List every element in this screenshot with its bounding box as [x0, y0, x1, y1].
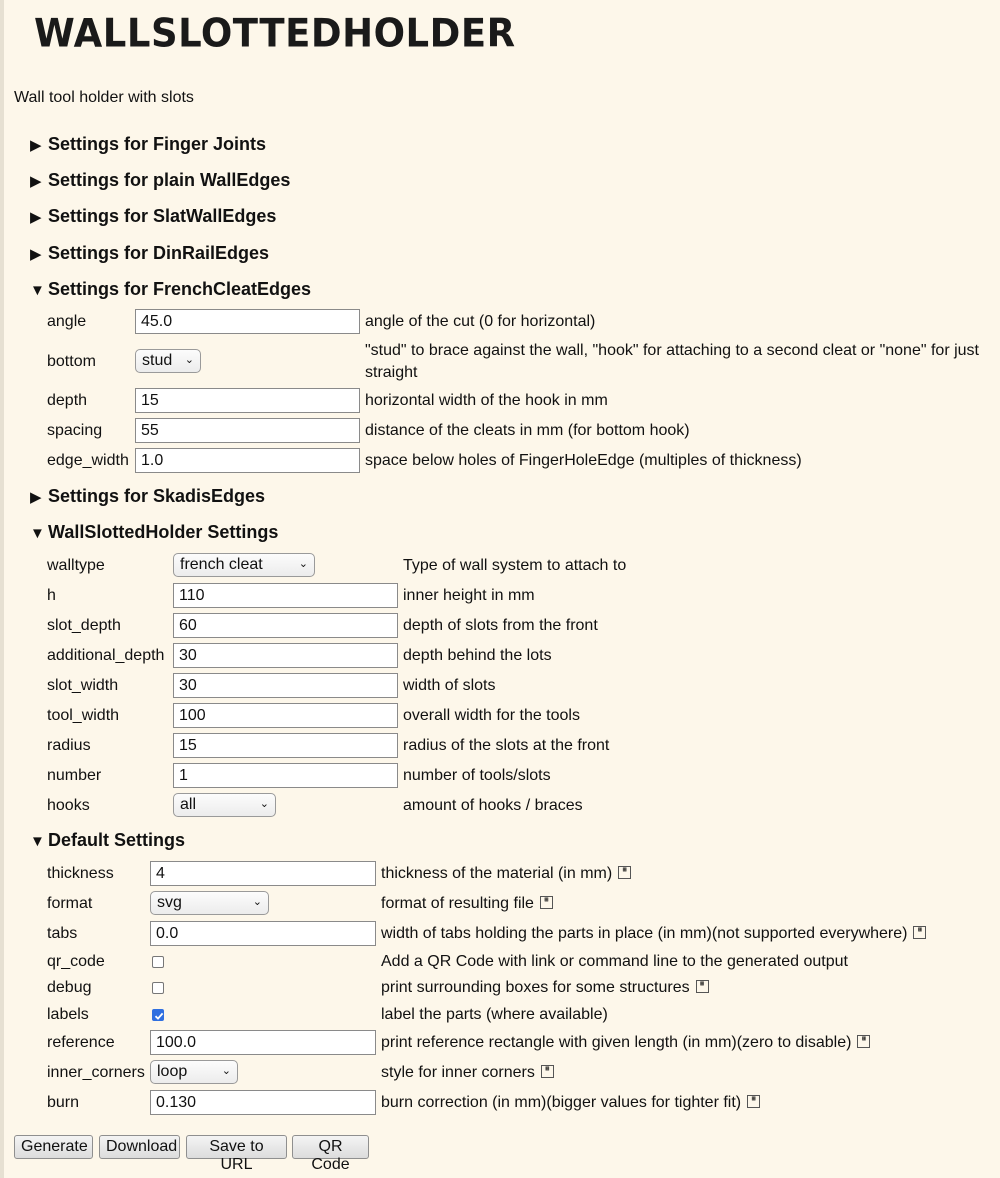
collapsed-arrow-icon: ▶: [30, 489, 42, 506]
reference-input[interactable]: [150, 1030, 376, 1055]
slot-depth-help: depth of slots from the front: [403, 617, 598, 634]
qr-code-label: qr_code: [47, 953, 105, 970]
tool-width-label: tool_width: [47, 707, 120, 724]
section-title: Settings for DinRailEdges: [48, 243, 270, 263]
page-description: Wall tool holder with slots: [14, 89, 194, 106]
tool-width-input[interactable]: [173, 703, 398, 728]
reference-help-text: print reference rectangle with given length (in mm)(zero to disable): [381, 1034, 852, 1051]
qr-code-icon[interactable]: ▦: [540, 896, 553, 909]
expanded-arrow-icon: ▼: [30, 282, 45, 299]
collapsed-arrow-icon: ▶: [30, 173, 42, 190]
qr-code-checkbox[interactable]: [152, 956, 164, 968]
section-wallslotted[interactable]: [30, 522, 278, 543]
burn-label: burn: [47, 1094, 80, 1111]
slot-depth-input[interactable]: [173, 613, 398, 638]
spacing-input[interactable]: [135, 418, 360, 443]
reference-help: [381, 1032, 870, 1054]
debug-help-text: print surrounding boxes for some structures: [381, 979, 690, 996]
section-slatwall[interactable]: [30, 206, 276, 227]
slot-width-help: width of slots: [403, 677, 496, 694]
chevron-down-icon: ⌄: [184, 354, 194, 366]
section-title: WallSlottedHolder Settings: [48, 522, 279, 542]
hooks-label: hooks: [47, 797, 90, 814]
chevron-down-icon: ⌄: [252, 896, 262, 908]
radius-label: radius: [47, 737, 91, 754]
inner-corners-select-value: loop: [157, 1063, 188, 1080]
qr-code-icon[interactable]: ▦: [913, 926, 926, 939]
section-dinrail[interactable]: [30, 243, 269, 264]
labels-help: label the parts (where available): [381, 1006, 608, 1023]
h-label: h: [47, 587, 56, 604]
tabs-label: tabs: [47, 925, 78, 942]
edge-width-label: edge_width: [47, 452, 129, 469]
inner-corners-label: inner_corners: [47, 1064, 145, 1081]
format-select[interactable]: [150, 891, 269, 915]
burn-input[interactable]: [150, 1090, 376, 1115]
download-button[interactable]: Download: [99, 1135, 180, 1159]
section-title: Settings for SkadisEdges: [48, 486, 266, 506]
debug-label: debug: [47, 979, 92, 996]
section-frenchcleat[interactable]: [30, 279, 311, 300]
format-help-text: format of resulting file: [381, 895, 534, 912]
bottom-help: "stud" to brace against the wall, "hook" for attaching to a second cleat or "none" for just straight: [365, 342, 979, 381]
number-label: number: [47, 767, 102, 784]
walltype-label: walltype: [47, 557, 105, 574]
expanded-arrow-icon: ▼: [30, 833, 45, 850]
depth-input[interactable]: [135, 388, 360, 413]
slot-width-input[interactable]: [173, 673, 398, 698]
bottom-select[interactable]: [135, 349, 201, 373]
additional-depth-input[interactable]: [173, 643, 398, 668]
radius-help: radius of the slots at the front: [403, 737, 610, 754]
thickness-input[interactable]: [150, 861, 376, 886]
walltype-select[interactable]: [173, 553, 315, 577]
tool-width-help: overall width for the tools: [403, 707, 580, 724]
edge-width-help: space below holes of FingerHoleEdge (multiples of thickness): [365, 452, 802, 469]
qr-code-icon[interactable]: ▦: [696, 980, 709, 993]
depth-help: horizontal width of the hook in mm: [365, 392, 608, 409]
bottom-label: bottom: [47, 353, 96, 370]
debug-checkbox[interactable]: [152, 982, 164, 994]
hooks-select-value: all: [180, 796, 197, 813]
tabs-input[interactable]: [150, 921, 376, 946]
save-to-url-button[interactable]: Save to URL: [186, 1135, 287, 1159]
section-skadis[interactable]: [30, 486, 265, 507]
number-input[interactable]: [173, 763, 398, 788]
labels-label: labels: [47, 1006, 89, 1023]
walltype-select-value: french cleat: [180, 556, 263, 573]
h-help: inner height in mm: [403, 587, 535, 604]
section-title: Settings for FrenchCleatEdges: [48, 279, 312, 299]
section-plain-walledges[interactable]: [30, 170, 290, 191]
depth-label: depth: [47, 392, 88, 409]
section-finger-joints[interactable]: [30, 134, 266, 155]
chevron-down-icon: ⌄: [221, 1065, 231, 1077]
h-input[interactable]: [173, 583, 398, 608]
hooks-select[interactable]: [173, 793, 276, 817]
page-title: WALLSLOTTEDHOLDER: [34, 10, 516, 57]
collapsed-arrow-icon: ▶: [30, 137, 42, 154]
section-title: Settings for plain WallEdges: [48, 170, 291, 190]
section-title: Settings for SlatWallEdges: [48, 206, 277, 226]
additional-depth-help: depth behind the lots: [403, 647, 552, 664]
format-select-value: svg: [157, 894, 182, 911]
additional-depth-label: additional_depth: [47, 647, 165, 664]
collapsed-arrow-icon: ▶: [30, 246, 42, 263]
collapsed-arrow-icon: ▶: [30, 209, 42, 226]
walltype-help: Type of wall system to attach to: [403, 557, 627, 574]
thickness-label: thickness: [47, 865, 114, 882]
generate-button[interactable]: Generate: [14, 1135, 93, 1159]
angle-input[interactable]: [135, 309, 360, 334]
reference-label: reference: [47, 1034, 115, 1051]
qr-code-icon[interactable]: ▦: [857, 1035, 870, 1048]
hooks-help: amount of hooks / braces: [403, 797, 583, 814]
expanded-arrow-icon: ▼: [30, 525, 45, 542]
debug-help: [381, 977, 709, 999]
slot-width-label: slot_width: [47, 677, 119, 694]
slot-depth-label: slot_depth: [47, 617, 121, 634]
labels-checkbox[interactable]: [152, 1009, 164, 1021]
thickness-help-text: thickness of the material (in mm): [381, 865, 613, 882]
tabs-help: [381, 923, 926, 945]
chevron-down-icon: ⌄: [259, 798, 269, 810]
radius-input[interactable]: [173, 733, 398, 758]
inner-corners-help: [381, 1062, 554, 1084]
tabs-help-text: width of tabs holding the parts in place (in mm)(not supported everywhere): [381, 925, 908, 942]
section-title: Default Settings: [48, 830, 186, 850]
format-label: format: [47, 895, 93, 912]
spacing-help: distance of the cleats in mm (for bottom hook): [365, 422, 690, 439]
qr-code-icon[interactable]: ▦: [618, 866, 631, 879]
qr-code-icon[interactable]: ▦: [541, 1065, 554, 1078]
thickness-help: [381, 863, 631, 885]
bottom-select-value: stud: [142, 352, 173, 369]
burn-help-text: burn correction (in mm)(bigger values for tighter fit): [381, 1094, 742, 1111]
checkmark-icon: [153, 1010, 165, 1022]
number-help: number of tools/slots: [403, 767, 551, 784]
edge-width-input[interactable]: [135, 448, 360, 473]
qr-code-help: Add a QR Code with link or command line to the generated output: [381, 953, 848, 970]
angle-help: angle of the cut (0 for horizontal): [365, 313, 596, 330]
angle-label: angle: [47, 313, 87, 330]
burn-help: [381, 1092, 760, 1114]
format-help: [381, 893, 553, 915]
qr-code-icon[interactable]: ▦: [747, 1095, 760, 1108]
inner-corners-select[interactable]: [150, 1060, 238, 1084]
inner-corners-help-text: style for inner corners: [381, 1064, 535, 1081]
section-title: Settings for Finger Joints: [48, 134, 267, 154]
qr-code-button[interactable]: QR Code: [292, 1135, 369, 1159]
section-defaults[interactable]: [30, 830, 185, 851]
spacing-label: spacing: [47, 422, 103, 439]
chevron-down-icon: ⌄: [298, 558, 308, 570]
